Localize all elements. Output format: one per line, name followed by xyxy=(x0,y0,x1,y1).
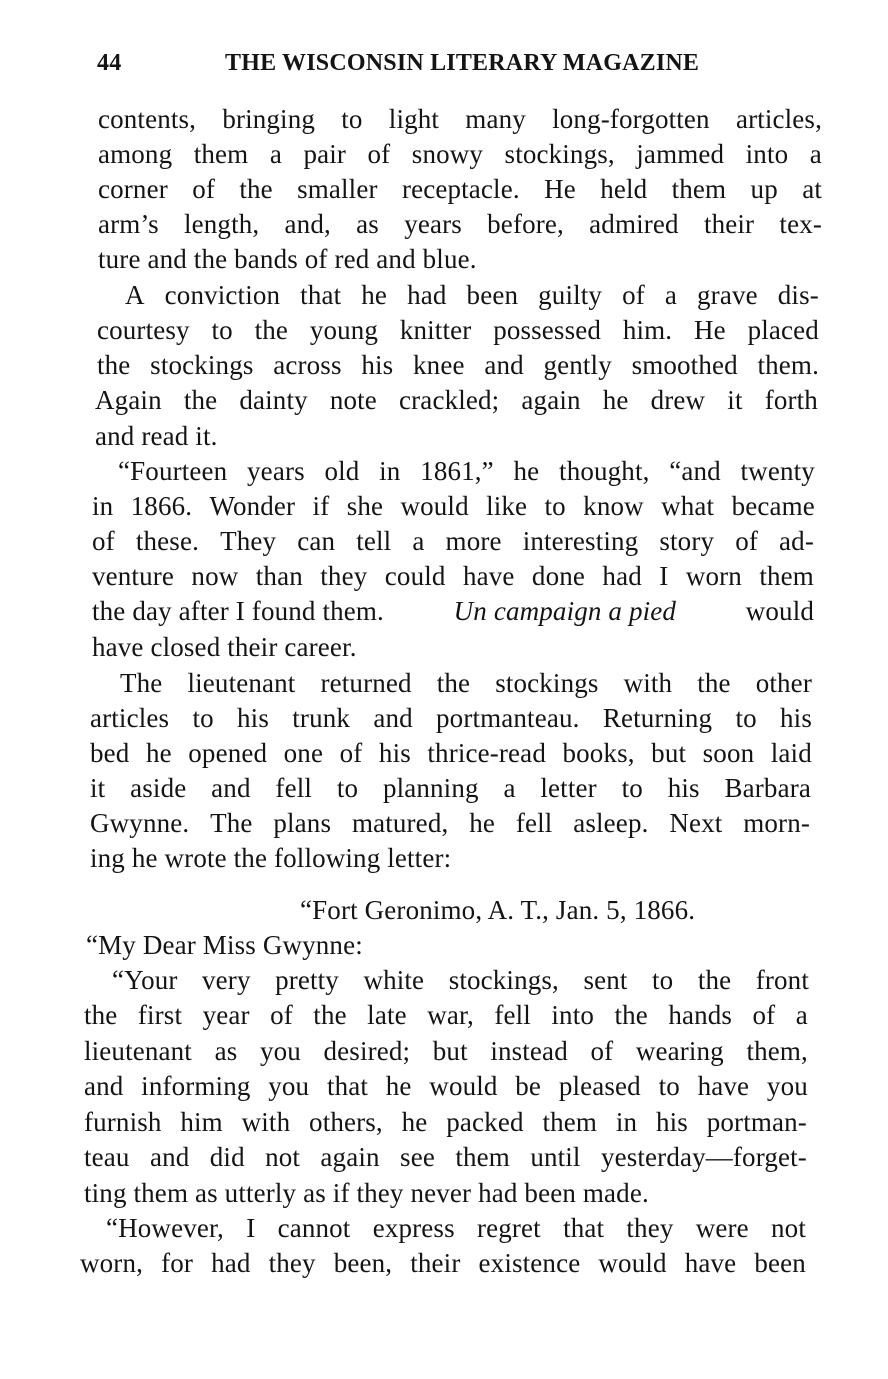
word: to xyxy=(192,703,214,733)
word: fell xyxy=(494,1000,531,1030)
word: morn- xyxy=(743,808,810,838)
word: hands xyxy=(668,1000,733,1030)
word: a xyxy=(503,773,516,803)
word: know xyxy=(583,491,644,521)
text-line: ing he wrote the following letter: xyxy=(90,843,452,873)
word: Gwynne. xyxy=(90,808,190,838)
word: a xyxy=(664,280,678,310)
word: to xyxy=(652,965,674,995)
word: stockings xyxy=(495,668,599,698)
word: the xyxy=(436,668,471,698)
word: to xyxy=(211,315,233,345)
text-line xyxy=(84,1105,807,1139)
word: bed xyxy=(90,738,130,768)
word: wearing xyxy=(635,1036,724,1066)
word: laid xyxy=(770,738,812,768)
word: it xyxy=(90,773,106,803)
word: them xyxy=(671,174,727,204)
word: again xyxy=(320,1142,380,1172)
word: you xyxy=(766,1071,808,1101)
word: they xyxy=(626,1213,674,1243)
word: had xyxy=(407,280,447,310)
word: length, xyxy=(184,209,260,239)
word: venture xyxy=(92,561,175,591)
word: lieutenant xyxy=(187,668,296,698)
word: that xyxy=(326,1071,369,1101)
word: of xyxy=(367,139,391,169)
word: them. xyxy=(757,350,819,380)
word: to xyxy=(336,773,359,803)
word: of xyxy=(752,1000,776,1030)
letter-dateline: “Fort Geronimo, A. T., Jan. 5, 1866. xyxy=(300,895,696,925)
word: you xyxy=(268,1071,310,1101)
word: his xyxy=(655,1107,688,1137)
word: at xyxy=(802,174,822,204)
word: stockings, xyxy=(448,965,559,995)
text-line xyxy=(84,998,808,1032)
word: Barbara xyxy=(724,773,811,803)
word: late xyxy=(367,1000,407,1030)
text-line xyxy=(84,1034,808,1068)
word: had xyxy=(211,1248,251,1278)
word: again xyxy=(521,385,581,415)
word: up xyxy=(750,174,778,204)
word: into xyxy=(551,1000,594,1030)
word: conviction xyxy=(164,280,281,310)
word: “Fourteen xyxy=(118,456,228,486)
word: yesterday—forget- xyxy=(600,1142,807,1172)
word: plans xyxy=(273,808,332,838)
letter-salutation: “My Dear Miss Gwynne: xyxy=(86,930,363,960)
word: drew xyxy=(650,385,706,415)
word: he xyxy=(469,808,495,838)
word: they xyxy=(268,1248,316,1278)
word: soon xyxy=(702,738,755,768)
word: jammed xyxy=(636,139,725,169)
word: not xyxy=(265,1142,301,1172)
word: be xyxy=(515,1071,542,1101)
running-header xyxy=(97,50,707,80)
word: did xyxy=(209,1142,245,1172)
word: she xyxy=(346,491,384,521)
text-line xyxy=(125,278,819,312)
word: Returning xyxy=(602,703,713,733)
word: and xyxy=(84,1071,124,1101)
word: of xyxy=(735,526,758,556)
word: his xyxy=(361,350,394,380)
text-line xyxy=(84,1140,807,1174)
word: if xyxy=(312,491,330,521)
word: with xyxy=(623,668,673,698)
word: desired; xyxy=(323,1036,411,1066)
word: articles xyxy=(90,703,170,733)
word: became xyxy=(731,491,815,521)
word: smoothed xyxy=(631,350,738,380)
word: to xyxy=(735,703,757,733)
word: others, xyxy=(309,1107,383,1137)
word: the xyxy=(97,350,131,380)
text-line xyxy=(92,559,814,593)
word: admired xyxy=(589,209,679,239)
word: the xyxy=(183,385,218,415)
word: than xyxy=(255,561,303,591)
word: their xyxy=(410,1248,461,1278)
word: of xyxy=(92,526,115,556)
word: and xyxy=(149,1142,190,1172)
word: see xyxy=(400,1142,435,1172)
text-line xyxy=(97,313,819,347)
word: white xyxy=(363,965,425,995)
text-line xyxy=(90,806,810,840)
word: many xyxy=(465,104,526,134)
text-line xyxy=(80,1246,806,1280)
word: into xyxy=(745,139,789,169)
word: A xyxy=(125,280,145,310)
word: of xyxy=(270,1000,293,1030)
text-line xyxy=(92,489,815,523)
text-line xyxy=(112,963,809,997)
word: receptacle. xyxy=(401,174,520,204)
word: pleased xyxy=(558,1071,641,1101)
word: thought, xyxy=(559,456,650,486)
word: young xyxy=(309,315,379,345)
word: grave xyxy=(697,280,758,310)
word: dis- xyxy=(777,280,819,310)
word: the xyxy=(697,668,731,698)
word: the xyxy=(614,1000,648,1030)
word: their xyxy=(703,209,755,239)
word: He xyxy=(694,315,726,345)
text-line xyxy=(98,207,822,241)
word: had xyxy=(602,561,642,591)
word: a xyxy=(809,139,822,169)
word: letter xyxy=(540,773,597,803)
word: him xyxy=(180,1107,223,1137)
word: what xyxy=(661,491,715,521)
word: to xyxy=(544,491,566,521)
word: dainty xyxy=(239,385,308,415)
word: a xyxy=(795,1000,808,1030)
text-line: have closed their career. xyxy=(92,632,357,662)
word: of xyxy=(192,174,215,204)
word: been, xyxy=(333,1248,393,1278)
word: trunk xyxy=(292,703,351,733)
word: knee xyxy=(413,350,465,380)
word: packed xyxy=(446,1107,524,1137)
text-line: and read it. xyxy=(95,421,218,451)
text-line: ture and the bands of red and blue. xyxy=(98,244,477,274)
word: guilty xyxy=(538,280,603,310)
word: them, xyxy=(746,1036,808,1066)
word: these. xyxy=(135,526,199,556)
word: aside xyxy=(130,773,187,803)
word: the xyxy=(697,965,732,995)
word: not xyxy=(771,1213,806,1243)
word: stockings xyxy=(150,350,254,380)
word: The xyxy=(210,808,253,838)
word: his xyxy=(780,703,812,733)
word: placed xyxy=(747,315,819,345)
word: to xyxy=(621,773,643,803)
word: his xyxy=(378,738,411,768)
word: a xyxy=(412,526,425,556)
word: planning xyxy=(382,773,479,803)
word: he xyxy=(401,1107,428,1137)
word: 1861,” xyxy=(420,456,494,486)
text-line xyxy=(92,594,814,628)
word: year xyxy=(202,1000,250,1030)
word: the xyxy=(239,174,273,204)
word: tell xyxy=(356,526,392,556)
word: light xyxy=(388,104,440,134)
word: and, xyxy=(284,209,331,239)
word: matured, xyxy=(351,808,449,838)
word: been xyxy=(754,1248,806,1278)
text-line xyxy=(120,666,812,700)
word: he xyxy=(385,1071,412,1101)
word: courtesy xyxy=(97,315,190,345)
word: books, xyxy=(562,738,635,768)
word: have xyxy=(462,561,515,591)
word: teau xyxy=(84,1142,130,1172)
word: but xyxy=(432,1036,468,1066)
word: him. xyxy=(622,315,673,345)
word: he xyxy=(513,456,540,486)
word: crackled; xyxy=(399,385,500,415)
word: and xyxy=(211,773,251,803)
word: The xyxy=(120,668,163,698)
word: you xyxy=(259,1036,301,1066)
word: sent xyxy=(583,965,628,995)
word: held xyxy=(600,174,648,204)
word: them xyxy=(455,1142,510,1172)
word: snowy xyxy=(411,139,484,169)
word: existence xyxy=(478,1248,581,1278)
word: express xyxy=(372,1213,455,1243)
text-line xyxy=(98,137,822,171)
word: note xyxy=(329,385,377,415)
word: but xyxy=(651,738,687,768)
word: worn xyxy=(685,561,742,591)
word: 1866. xyxy=(130,491,193,521)
word: more xyxy=(445,526,502,556)
word: ad- xyxy=(779,526,814,556)
word: them xyxy=(193,139,249,169)
word: they xyxy=(320,561,368,591)
word: that xyxy=(563,1213,605,1243)
word: years xyxy=(404,209,462,239)
word: across xyxy=(273,350,342,380)
word: informing xyxy=(141,1071,251,1101)
word: regret xyxy=(476,1213,541,1243)
word: twenty xyxy=(740,456,815,486)
word: cannot xyxy=(277,1213,351,1243)
word: interesting xyxy=(522,526,639,556)
word: I xyxy=(246,1213,256,1243)
word: portmanteau. xyxy=(436,703,580,733)
word: They xyxy=(220,526,277,556)
word: with xyxy=(241,1107,291,1137)
word: of xyxy=(622,280,645,310)
word: I xyxy=(659,561,669,591)
word: fell xyxy=(275,773,312,803)
word: were xyxy=(695,1213,749,1243)
text-line xyxy=(90,771,811,805)
word: he xyxy=(145,738,172,768)
text-line xyxy=(84,1069,808,1103)
word: first xyxy=(137,1000,183,1030)
word: opened xyxy=(188,738,268,768)
word: as xyxy=(214,1036,238,1066)
word: he xyxy=(361,280,388,310)
word: them xyxy=(542,1107,598,1137)
word: of xyxy=(339,738,363,768)
word: lieutenant xyxy=(84,1036,192,1066)
word: and xyxy=(484,350,524,380)
word: pair xyxy=(303,139,347,169)
text-line xyxy=(97,348,819,382)
word: years xyxy=(247,456,305,486)
word: among xyxy=(98,139,173,169)
text-line: ting them as utterly as if they never had been made. xyxy=(84,1178,649,1208)
text-line xyxy=(118,454,815,488)
word: them xyxy=(759,561,814,591)
word: tex- xyxy=(779,209,822,239)
word: war, xyxy=(427,1000,474,1030)
text-line xyxy=(90,736,812,770)
word: the xyxy=(84,1000,118,1030)
word: contents, xyxy=(98,104,197,134)
word: the xyxy=(313,1000,347,1030)
word: knitter xyxy=(399,315,472,345)
word: like xyxy=(486,491,528,521)
word: smaller xyxy=(297,174,378,204)
word: Again xyxy=(95,385,162,415)
word: “Your xyxy=(112,965,178,995)
word: been xyxy=(466,280,519,310)
word: other xyxy=(755,668,812,698)
word: his xyxy=(667,773,700,803)
word: instead xyxy=(490,1036,568,1066)
word: thrice-read xyxy=(427,738,546,768)
word: in xyxy=(379,456,401,486)
word: fell xyxy=(515,808,553,838)
word: that xyxy=(300,280,342,310)
word: as xyxy=(356,209,379,239)
word: corner xyxy=(98,174,168,204)
page-number: 44 xyxy=(97,50,122,76)
word: stockings, xyxy=(504,139,615,169)
word: story xyxy=(659,526,715,556)
word: before, xyxy=(487,209,564,239)
word: would xyxy=(598,1248,667,1278)
word: old xyxy=(324,456,360,486)
word: he xyxy=(602,385,629,415)
running-title: THE WISCONSIN LITERARY MAGAZINE xyxy=(225,50,700,76)
word: would xyxy=(400,491,469,521)
text-line xyxy=(90,701,812,735)
word: in xyxy=(615,1107,638,1137)
word: until xyxy=(530,1142,581,1172)
word: arm’s xyxy=(98,209,159,239)
word: pretty xyxy=(275,965,339,995)
word: gently xyxy=(543,350,612,380)
word: front xyxy=(755,965,809,995)
italic-phrase: Un campaign a pied xyxy=(453,596,677,626)
text-segment: would xyxy=(745,596,814,626)
word: furnish xyxy=(84,1107,162,1137)
word: a xyxy=(269,139,282,169)
word: of xyxy=(590,1036,614,1066)
text-line xyxy=(106,1211,806,1245)
word: He xyxy=(544,174,576,204)
word: worn, xyxy=(80,1248,143,1278)
word: to xyxy=(658,1071,680,1101)
word: to xyxy=(341,104,363,134)
word: it xyxy=(727,385,743,415)
word: asleep. xyxy=(573,808,649,838)
word: have xyxy=(684,1248,737,1278)
word: Next xyxy=(669,808,723,838)
word: have xyxy=(697,1071,750,1101)
word: could xyxy=(384,561,446,591)
word: one xyxy=(283,738,324,768)
word: articles, xyxy=(735,104,822,134)
word: “and xyxy=(669,456,721,486)
word: forth xyxy=(764,385,818,415)
text-line xyxy=(95,383,818,417)
word: Wonder xyxy=(209,491,296,521)
word: and xyxy=(373,703,413,733)
word: “However, xyxy=(106,1213,224,1243)
word: returned xyxy=(320,668,412,698)
text-segment: the day after I found them. xyxy=(92,596,384,626)
word: now xyxy=(191,561,239,591)
word: his xyxy=(237,703,269,733)
word: done xyxy=(531,561,586,591)
text-line xyxy=(98,172,822,206)
word: the xyxy=(254,315,289,345)
word: long-forgotten xyxy=(552,104,710,134)
word: in xyxy=(92,491,114,521)
text-line xyxy=(98,102,822,136)
word: for xyxy=(161,1248,193,1278)
word: very xyxy=(202,965,251,995)
text-line xyxy=(92,524,814,558)
word: portman- xyxy=(706,1107,807,1137)
word: can xyxy=(297,526,336,556)
word: would xyxy=(429,1071,498,1101)
word: possessed xyxy=(493,315,602,345)
word: bringing xyxy=(222,104,316,134)
